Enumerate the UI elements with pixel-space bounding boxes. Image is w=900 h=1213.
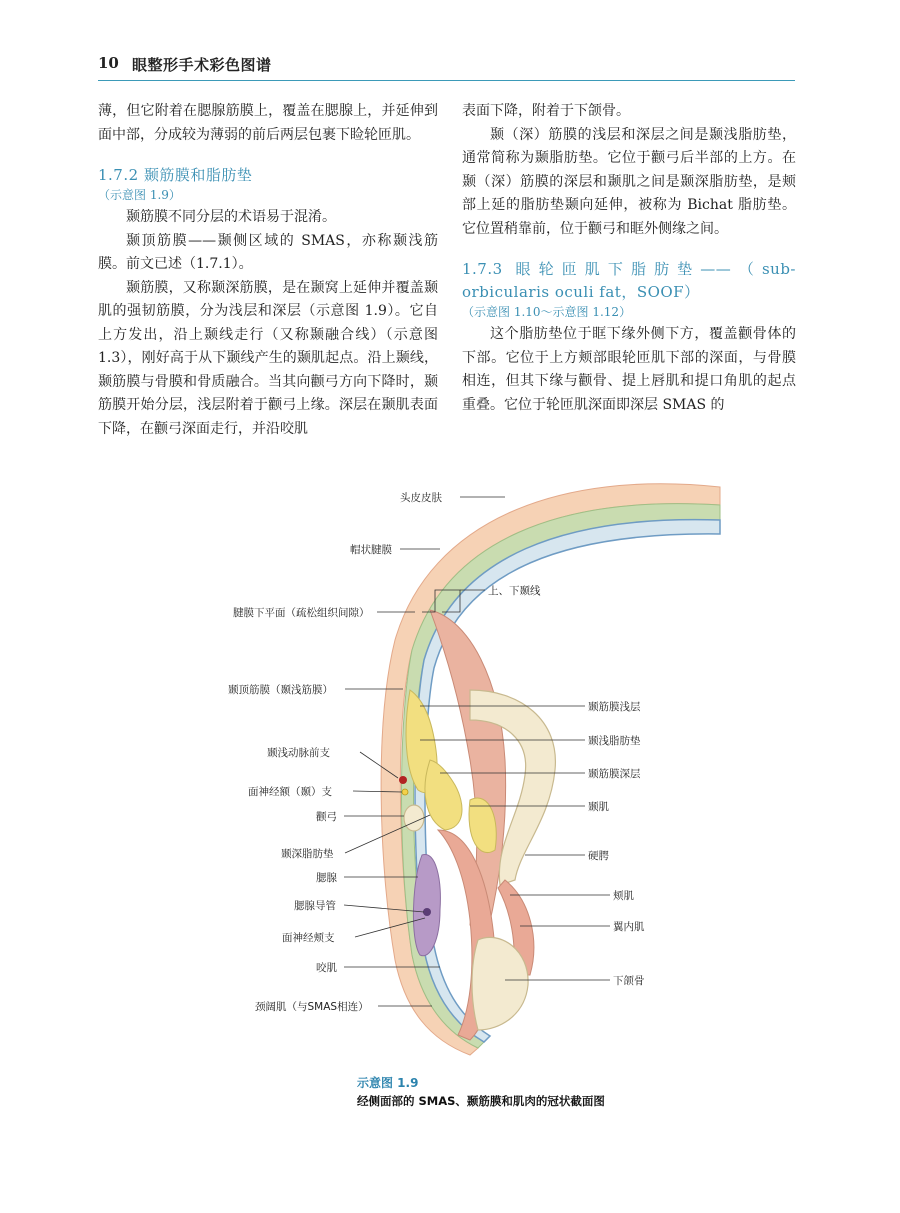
- label-parotid-duct: 腮腺导管: [294, 900, 336, 912]
- paragraph: 颞筋膜不同分层的术语易于混淆。: [126, 209, 336, 225]
- paragraph: 薄，但它附着在腮腺筋膜上，覆盖在腮腺上，并延伸到面中部，分成较为薄弱的前后两层包裹下睑轮匝肌。: [98, 103, 438, 143]
- label-temporal-lines: 上、下颞线: [488, 585, 541, 597]
- label-zygomatic-arch: 颧弓: [316, 811, 337, 823]
- label-masseter: 咬肌: [316, 962, 337, 974]
- paragraph: 颞（深）筋膜的浅层和深层之间是颞浅脂肪垫，通常简称为颞脂肪垫。它位于颧弓后半部的上方。在颞（深）筋膜的深层和颞肌之间是颞深脂肪垫，是颊部上延的脂肪垫颞向延伸，被称为 Bichat 脂肪垫。它位置稍靠前，位于颧弓和眶外侧缘之间。: [462, 126, 796, 237]
- label-artery: 颞浅动脉前支: [267, 747, 330, 759]
- figure-reference: （示意图 1.10～示意图 1.12）: [462, 305, 632, 319]
- figure-caption-number: 示意图 1.9: [357, 1076, 419, 1090]
- label-scalp: 头皮皮肤: [400, 492, 442, 504]
- section-heading-1-7-2: 1.7.2 颞筋膜和脂肪垫: [98, 166, 253, 184]
- label-mandible: 下颌骨: [613, 975, 645, 987]
- label-temporoparietal: 颞顶筋膜（颞浅筋膜）: [228, 684, 333, 696]
- label-parotid: 腮腺: [316, 872, 337, 884]
- label-superficial-fat: 颞浅脂肪垫: [588, 735, 641, 747]
- label-buccinator: 颊肌: [613, 890, 634, 902]
- paragraph: 颞顶筋膜——颞侧区域的 SMAS，亦称颞浅筋膜。前文已述（1.7.1）。: [98, 232, 438, 272]
- section-heading-1-7-3: 1.7.3 眼轮匝肌下脂肪垫——（sub-orbicularis oculi fat，SOOF）: [462, 260, 796, 301]
- label-deep-fat: 颞深脂肪垫: [281, 848, 334, 860]
- label-galea: 帽状腱膜: [350, 544, 392, 556]
- page-number: 10: [98, 54, 119, 72]
- label-temporalis: 颞肌: [588, 801, 609, 813]
- label-palate: 硬腭: [588, 850, 609, 862]
- label-pterygoid: 翼内肌: [613, 921, 645, 933]
- figure-reference: （示意图 1.9）: [98, 188, 181, 202]
- paragraph: 颞筋膜，又称颞深筋膜，是在颞窝上延伸并覆盖颞肌的强韧筋膜，分为浅层和深层（示意图 1.9）。它自上方发出，沿上颞线走行（又称颞融合线）（示意图 1.3），刚好高于从下颞线产生的颞肌起点。沿上颞线，颞筋膜与骨膜和骨质融合。当其向颧弓方向下降时，颞筋膜开始分层，浅层附着于颧弓上缘。深层在颞肌表面下降，在颧弓深面走行，并沿咬肌: [98, 279, 438, 437]
- label-fascia-superficial: 颞筋膜浅层: [588, 701, 641, 713]
- label-subgaleal: 腱膜下平面（疏松组织间隙）: [233, 607, 370, 619]
- right-column: [462, 100, 796, 417]
- figure-caption-text: 经侧面部的 SMAS、颞筋膜和肌肉的冠状截面图: [357, 1094, 605, 1108]
- paragraph: 表面下降，附着于下颌骨。: [462, 103, 630, 119]
- label-platysma: 颈阔肌（与SMAS相连）: [255, 1001, 369, 1013]
- anatomy-illustration: [0, 470, 900, 1070]
- running-header: [98, 54, 795, 81]
- left-column: [98, 100, 438, 441]
- label-fascia-deep: 颞筋膜深层: [588, 768, 641, 780]
- paragraph: 这个脂肪垫位于眶下缘外侧下方，覆盖颧骨体的下部。它位于上方颊部眼轮匝肌下部的深面，与骨膜相连，但其下缘与颧骨、提上唇肌和提口角肌的起点重叠。它位于轮匝肌深面即深层 SMAS 的: [462, 326, 796, 413]
- book-title: 眼整形手术彩色图谱: [132, 56, 272, 74]
- label-facial-nerve-frontal: 面神经额（颞）支: [248, 786, 332, 798]
- label-buccal-nerve: 面神经颊支: [282, 932, 335, 944]
